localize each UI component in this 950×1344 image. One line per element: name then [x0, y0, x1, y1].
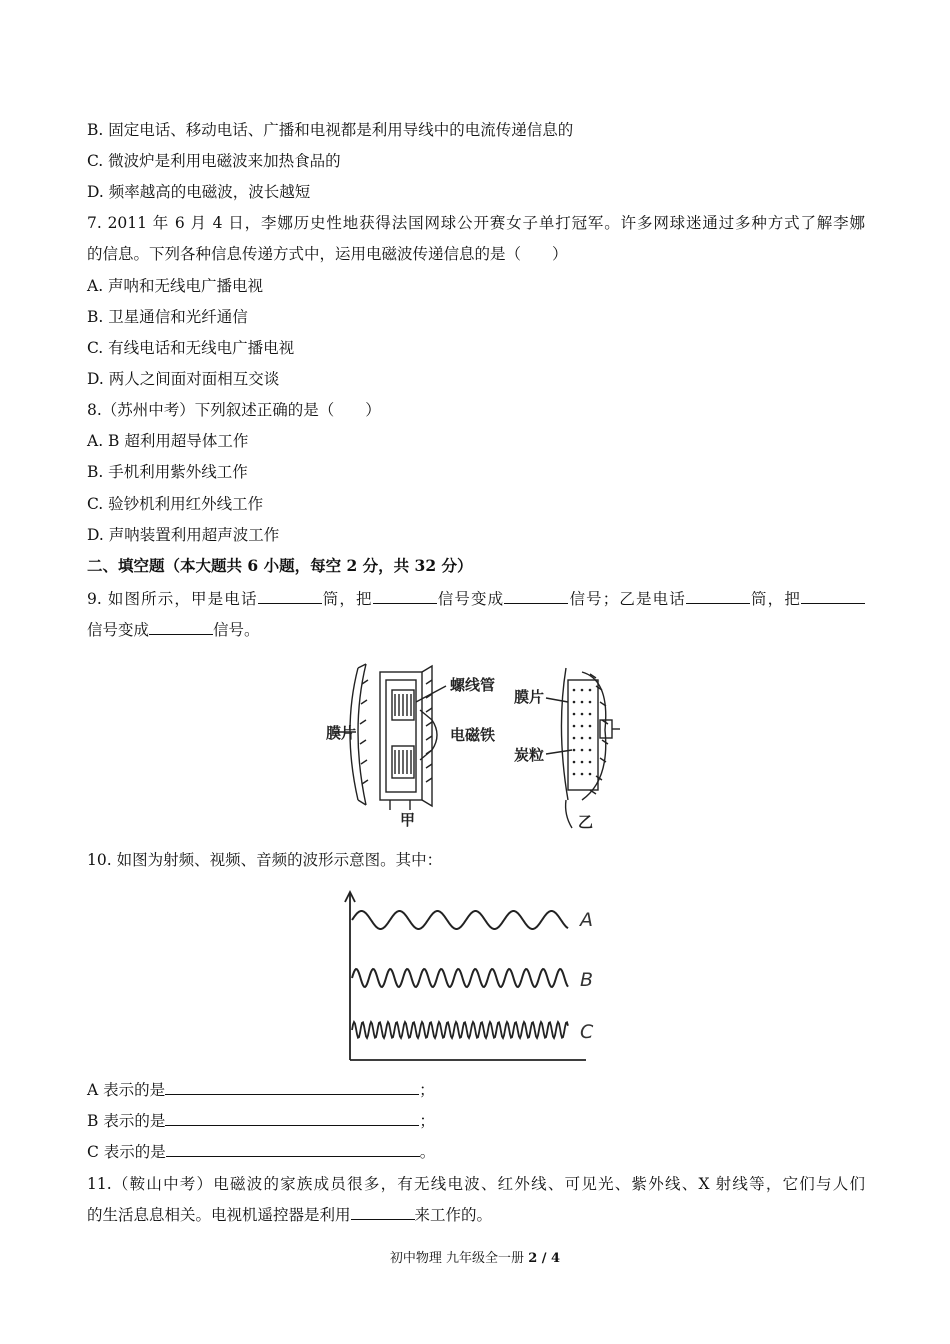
q7-stem-line1: 7. 2011 年 6 月 4 日，李娜历史性地获得法国网球公开赛女子单打冠军。许多网球迷通过多种方式了解李娜: [87, 214, 865, 232]
q9-blank-4[interactable]: [686, 589, 750, 604]
q7-stem-line2: 的信息。下列各种信息传递方式中，运用电磁波传递信息的是（ ）: [87, 245, 568, 263]
q8-stem: 8.（苏州中考）下列叙述正确的是（ ）: [87, 401, 381, 419]
wave-label-a: A: [580, 909, 593, 931]
q9-blank-2[interactable]: [373, 589, 437, 604]
page-number: 2 / 4: [528, 1251, 561, 1266]
q9-text-1: 9. 如图所示，甲是电话: [87, 590, 258, 608]
caption-jia: 甲: [400, 811, 416, 829]
q10-label-a: A 表示的是: [87, 1081, 166, 1099]
wave-label-b: B: [580, 969, 594, 991]
q9-text-6: 信号变成: [87, 621, 150, 639]
q10-end-a: ；: [419, 1081, 435, 1099]
q11-text-b: 来工作的。: [414, 1206, 493, 1224]
q10-blank-a[interactable]: [165, 1080, 419, 1095]
label-membrane-yi: 膜片: [514, 688, 545, 706]
carbon-granules: [573, 689, 592, 776]
mouthpiece-diagram: [546, 668, 620, 828]
q10-label-b: B 表示的是: [87, 1112, 166, 1130]
label-carbon: 炭粒: [514, 746, 545, 764]
q11-text-a: 的生活息息相关。电视机遥控器是利用: [87, 1206, 351, 1224]
axes: [345, 892, 586, 1060]
footer-title: 初中物理 九年级全一册: [389, 1251, 529, 1266]
label-electromagnet: 电磁铁: [450, 726, 496, 744]
q10-blank-c[interactable]: [166, 1142, 420, 1157]
q9-blank-5[interactable]: [801, 589, 865, 604]
q9-text-2: 筒，把: [321, 590, 373, 608]
q10-line-b: [87, 1111, 435, 1131]
section-heading: 二、填空题（本大题共 6 小题，每空 2 分，共 32 分）: [87, 556, 473, 575]
q11-blank[interactable]: [351, 1205, 415, 1220]
q8-option-b: B. 手机利用紫外线工作: [87, 463, 248, 481]
q9-text-4: 信号；乙是电话: [568, 590, 686, 608]
q9-stem-line2: [87, 620, 260, 640]
q11-line2: [87, 1205, 492, 1225]
q7-option-b: B. 卫星通信和光纤通信: [87, 308, 248, 326]
q9-blank-1[interactable]: [258, 589, 322, 604]
q10-end-b: ；: [419, 1112, 435, 1130]
q10-end-c: 。: [419, 1143, 436, 1161]
q9-blank-6[interactable]: [149, 620, 213, 635]
wave-b: [352, 969, 568, 987]
q7-option-a: A. 声呐和无线电广播电视: [87, 277, 264, 295]
q10-stem: 10. 如图为射频、视频、音频的波形示意图。其中：: [87, 851, 443, 869]
q8-option-d: D. 声呐装置利用超声波工作: [87, 526, 280, 544]
q6-option-b: B. 固定电话、移动电话、广播和电视都是利用导线中的电流传递信息的: [87, 121, 574, 139]
q11-line1: 11.（鞍山中考）电磁波的家族成员很多，有无线电波、红外线、可见光、紫外线、X 射线等，它们与人们: [87, 1175, 865, 1193]
q9-blank-3[interactable]: [504, 589, 568, 604]
q9-text-3: 信号变成: [436, 590, 505, 608]
q6-option-d: D. 频率越高的电磁波，波长越短: [87, 183, 311, 201]
q7-option-d: D. 两人之间面对面相互交谈: [87, 370, 280, 388]
q10-blank-b[interactable]: [165, 1111, 419, 1126]
q9-text-5: 筒，把: [749, 590, 801, 608]
q9-text-7: 信号。: [213, 621, 260, 639]
wave-c: [352, 1022, 568, 1038]
caption-yi: 乙: [578, 813, 594, 831]
wave-a: [352, 911, 568, 929]
q6-option-c: C. 微波炉是利用电磁波来加热食品的: [87, 152, 341, 170]
wave-label-c: C: [580, 1021, 594, 1043]
label-solenoid: 螺线管: [450, 676, 496, 694]
waveform-figure: [336, 888, 606, 1068]
q8-option-c: C. 验钞机利用红外线工作: [87, 495, 264, 513]
q7-option-c: C. 有线电话和无线电广播电视: [87, 339, 295, 357]
q10-line-a: [87, 1080, 435, 1100]
telephone-figure: [320, 650, 620, 835]
q10-line-c: [87, 1142, 435, 1162]
q9-stem-line1: [87, 589, 865, 609]
label-membrane-jia: 膜片: [326, 724, 357, 742]
page-footer: [0, 1247, 950, 1266]
q10-label-c: C 表示的是: [87, 1143, 166, 1161]
q8-option-a: A. B 超利用超导体工作: [87, 432, 249, 450]
